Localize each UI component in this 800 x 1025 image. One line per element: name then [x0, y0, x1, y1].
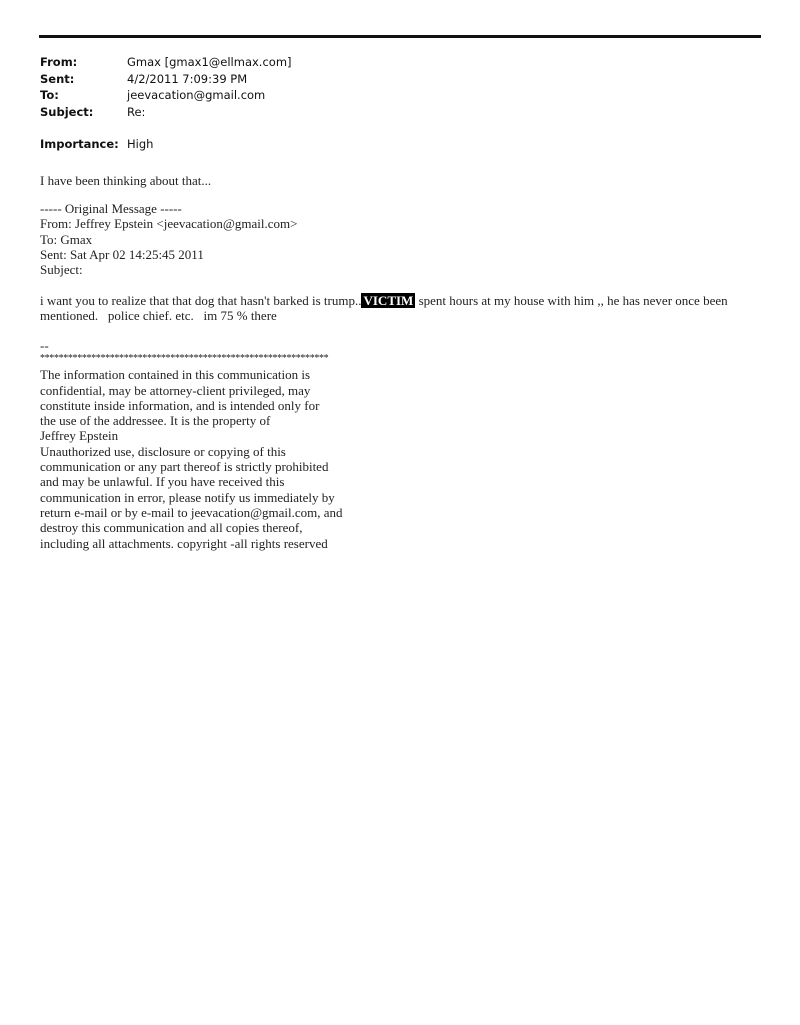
- body-text: i want you to realize that that dog that hasn't barked is trump..: [40, 293, 362, 308]
- original-from: From: Jeffrey Epstein <jeevacation@gmail.com>: [40, 216, 298, 232]
- sent-row: [40, 71, 292, 88]
- original-subject: Subject:: [40, 262, 83, 278]
- reply-text: I have been thinking about that...: [40, 173, 212, 188]
- to-label: To:: [40, 88, 59, 102]
- original-to: To: Gmax: [40, 231, 93, 247]
- original-sent: Sent: Sat Apr 02 14:25:45 2011: [40, 246, 204, 262]
- disclaimer-line: return e-mail or by e-mail to jeevacation@gmail.com, and: [40, 504, 343, 520]
- sig-stars: **************************************************************: [40, 353, 329, 365]
- disclaimer-line: constitute inside information, and is intended only for: [40, 397, 320, 413]
- disclaimer-line: destroy this communication and all copies thereof,: [40, 520, 303, 536]
- importance-row: [40, 136, 153, 153]
- sig-dashes: --: [40, 338, 49, 353]
- email-header: [40, 54, 292, 120]
- header-rule: [39, 35, 761, 38]
- disclaimer-line: Unauthorized use, disclosure or copying of this: [40, 443, 286, 459]
- sent-value: 4/2/2011 7:09:39 PM: [127, 71, 248, 86]
- redaction-label: VICTIM: [363, 293, 414, 308]
- disclaimer-line: including all attachments. copyright -all rights reserved: [40, 535, 328, 551]
- disclaimer-line: communication or any part thereof is strictly prohibited: [40, 459, 329, 475]
- disclaimer-line: The information contained in this communication is: [40, 367, 311, 383]
- original-message-header: [40, 201, 297, 277]
- disclaimer-line: communication in error, please notify us immediately by: [40, 489, 335, 505]
- body-line-2: mentioned. police chief. etc. im 75 % there: [40, 308, 277, 324]
- from-row: [40, 54, 292, 71]
- subject-value: Re:: [127, 104, 146, 119]
- message-body: [40, 293, 780, 324]
- from-label: From:: [40, 55, 78, 69]
- importance-label: Importance:: [40, 137, 119, 151]
- importance-value: High: [127, 137, 154, 151]
- disclaimer-line: Jeffrey Epstein: [40, 428, 119, 444]
- disclaimer-line: the use of the addressee. It is the property of: [40, 413, 271, 429]
- original-divider: ----- Original Message -----: [40, 201, 182, 216]
- disclaimer-line: confidential, may be attorney-client privileged, may: [40, 382, 311, 398]
- disclaimer: [40, 367, 343, 551]
- subject-label: Subject:: [40, 104, 94, 119]
- disclaimer-line: and may be unlawful. If you have received this: [40, 474, 285, 490]
- from-value: Gmax [gmax1@ellmax.com]: [127, 55, 292, 69]
- body-text-cont: spent hours at my house with him ,, he has never once been: [415, 293, 728, 308]
- sent-label: Sent:: [40, 71, 75, 86]
- to-value: jeevacation@gmail.com: [127, 88, 266, 102]
- to-row: [40, 87, 292, 104]
- subject-row: [40, 104, 292, 121]
- signature: [40, 338, 343, 551]
